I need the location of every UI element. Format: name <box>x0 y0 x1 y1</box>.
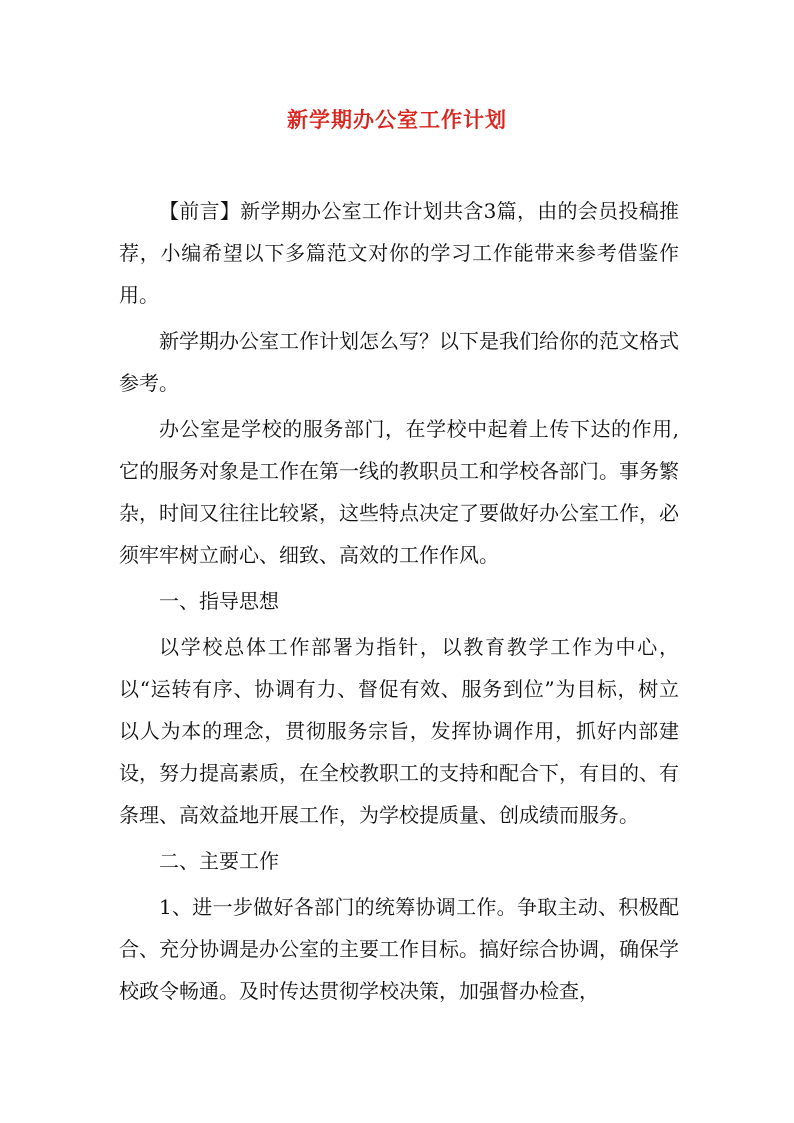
preface-paragraph: 【前言】新学期办公室工作计划共含3篇，由的会员投稿推荐，小编希望以下多篇范文对你的学习工作能带来参考借鉴作用。 <box>119 199 679 307</box>
main-work-item-1: 1、进一步做好各部门的统筹协调工作。争取主动、积极配合、充分协调是办公室的主要工作目标。搞好综合协调，确保学校政令畅通。及时传达贯彻学校决策，加强督办检查， <box>119 895 679 1003</box>
office-role-paragraph: 办公室是学校的服务部门，在学校中起着上传下达的作用,它的服务对象是工作在第一线的教职员工和学校各部门。事务繁杂，时间又往往比较紧，这些特点决定了要做好办公室工作，必须牢牢树立耐心、细致、高效的工作作风。 <box>119 417 679 567</box>
document-body <box>119 190 679 1016</box>
section-heading-guiding-ideology: 一、指导思想 <box>159 589 279 613</box>
document-title: 新学期办公室工作计划 <box>287 107 507 132</box>
section-heading-main-work: 二、主要工作 <box>159 849 279 873</box>
guiding-ideology-paragraph: 以学校总体工作部署为指针，以教育教学工作为中心，以“运转有序、协调有力、督促有效、服务到位”为目标，树立以人为本的理念，贯彻服务宗旨，发挥协调作用，抓好内部建设，努力提高素质，在全校教职工的支持和配合下，有目的、有条理、高效益地开展工作，为学校提质量、创成绩而服务。 <box>119 635 679 827</box>
intro-paragraph: 新学期办公室工作计划怎么写？以下是我们给你的范文格式参考。 <box>119 329 679 395</box>
